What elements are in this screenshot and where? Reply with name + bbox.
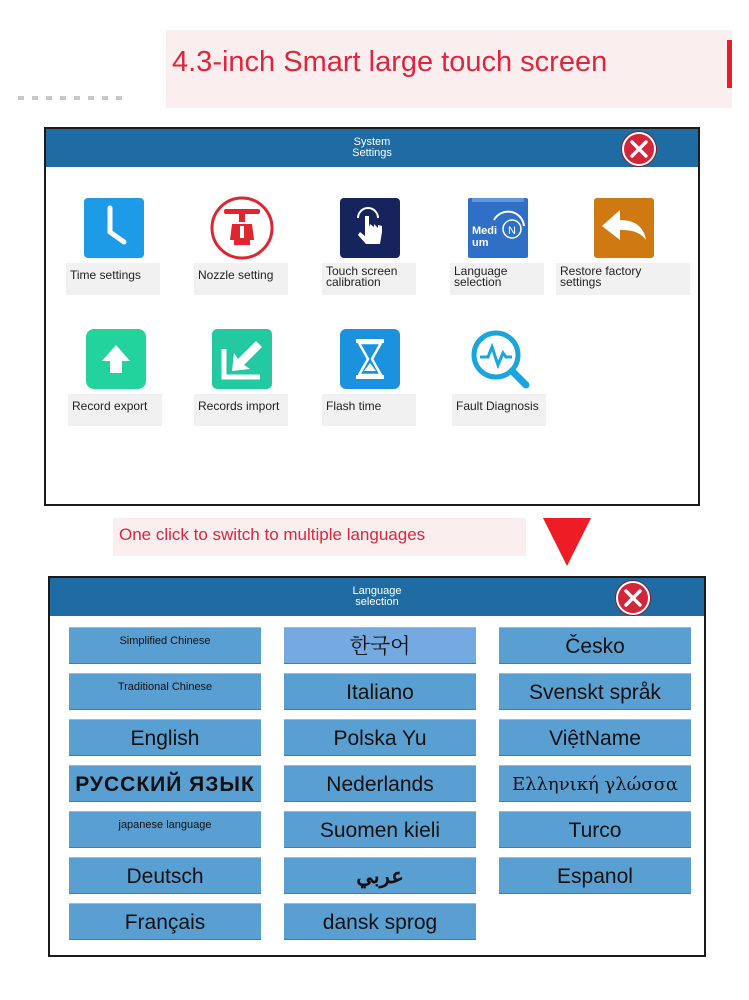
headline-accent-bar	[727, 40, 732, 88]
lang-japanese[interactable]: japanese language	[69, 811, 261, 848]
import-arrow-icon	[210, 327, 274, 391]
down-arrow-icon	[543, 516, 591, 568]
tile-label: Restore factory settings	[556, 263, 690, 295]
close-icon	[624, 589, 642, 607]
tile-time-settings[interactable]	[66, 196, 162, 316]
lang-polish[interactable]: Polska Yu	[284, 719, 476, 756]
lang-greek[interactable]: Ελληνική γλώσσα	[499, 765, 691, 802]
tile-flash-time[interactable]	[322, 327, 418, 447]
system-settings-window	[44, 127, 700, 506]
lang-dutch[interactable]: Nederlands	[284, 765, 476, 802]
lang-traditional-chinese[interactable]: Traditional Chinese	[69, 673, 261, 710]
nozzle-icon	[210, 196, 274, 260]
title-line-1: Language	[352, 585, 402, 597]
tile-nozzle-setting[interactable]	[194, 196, 290, 316]
lang-czech[interactable]: Česko	[499, 627, 691, 664]
lang-vietnamese[interactable]: ViệtName	[499, 719, 691, 756]
tile-fault-diagnosis[interactable]	[452, 327, 548, 447]
lang-french[interactable]: Français	[69, 903, 261, 940]
svg-text:um: um	[472, 237, 489, 249]
lang-simplified-chinese[interactable]: Simplified Chinese	[69, 627, 261, 664]
tile-label: Records import	[194, 394, 288, 426]
export-arrow-icon	[84, 327, 148, 391]
lang-russian[interactable]: РУССКИЙ ЯЗЫК	[69, 765, 261, 802]
decorative-dots	[18, 96, 128, 100]
lang-spanish[interactable]: Espanol	[499, 857, 691, 894]
tile-label: Record export	[68, 394, 162, 426]
lang-arabic[interactable]: عربي	[284, 857, 476, 894]
tile-label: Touch screen calibration	[322, 263, 416, 295]
tile-label: Fault Diagnosis	[452, 394, 546, 426]
language-badge-letter: N	[508, 225, 516, 237]
tile-restore-factory[interactable]	[556, 196, 690, 316]
clock-icon	[82, 196, 146, 260]
system-settings-titlebar	[46, 129, 698, 167]
tile-touch-calibration[interactable]	[322, 196, 418, 316]
tile-records-import[interactable]	[194, 327, 290, 447]
lang-italian[interactable]: Italiano	[284, 673, 476, 710]
title-line-2: selection	[355, 596, 399, 608]
title-line-1: System	[353, 136, 391, 148]
language-icon	[466, 196, 530, 260]
headline-banner: 4.3-inch Smart large touch screen	[166, 30, 732, 108]
tile-label: Language selection	[450, 263, 544, 295]
lang-swedish[interactable]: Svenskt språk	[499, 673, 691, 710]
hourglass-icon	[338, 327, 402, 391]
svg-text:Medi: Medi	[472, 225, 498, 237]
close-button[interactable]	[622, 132, 656, 166]
restore-arrow-icon	[592, 196, 656, 260]
close-button[interactable]	[616, 581, 650, 615]
touch-hand-icon	[338, 196, 402, 260]
language-selection-titlebar	[50, 578, 704, 616]
tile-label: Nozzle setting	[194, 263, 288, 295]
lang-german[interactable]: Deutsch	[69, 857, 261, 894]
lang-finnish[interactable]: Suomen kieli	[284, 811, 476, 848]
diagnosis-magnifier-icon	[468, 327, 532, 391]
lang-english[interactable]: English	[69, 719, 261, 756]
tile-label: Flash time	[322, 394, 416, 426]
language-selection-title	[50, 586, 704, 608]
language-selection-window	[48, 576, 706, 957]
system-settings-title	[46, 137, 698, 159]
lang-korean[interactable]: 한국어	[284, 627, 476, 664]
languages-caption: One click to switch to multiple languages	[113, 518, 526, 556]
title-line-2: Settings	[352, 147, 392, 159]
tile-label: Time settings	[66, 263, 160, 295]
tile-record-export[interactable]	[68, 327, 164, 447]
lang-turkish[interactable]: Turco	[499, 811, 691, 848]
tile-language-selection[interactable]	[450, 196, 546, 316]
lang-danish[interactable]: dansk sprog	[284, 903, 476, 940]
close-icon	[630, 140, 648, 158]
